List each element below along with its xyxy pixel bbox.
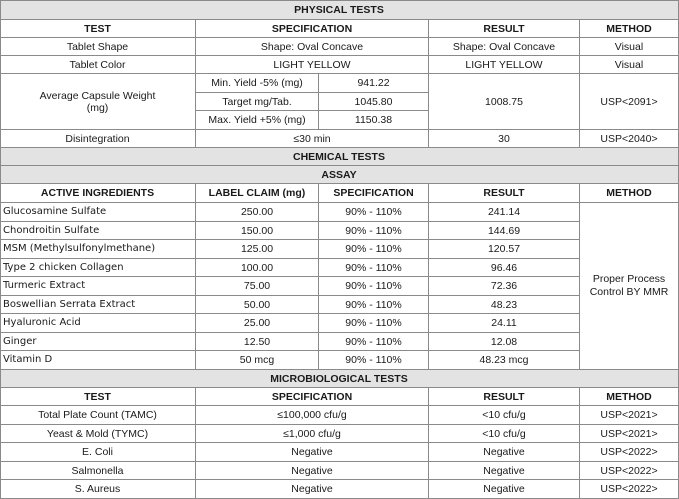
ingredient-spec: 90% - 110% — [319, 203, 429, 222]
ingredient-spec: 90% - 110% — [319, 333, 429, 351]
ingredient-result: 96.46 — [429, 259, 580, 277]
chemical-header-specification: SPECIFICATION — [319, 184, 429, 203]
physical-header-test: TEST — [0, 20, 196, 38]
micro-spec: Negative — [196, 462, 429, 480]
micro-test: S. Aureus — [0, 480, 196, 499]
ingredient-spec: 90% - 110% — [319, 259, 429, 277]
ingredient-result: 48.23 — [429, 296, 580, 314]
ingredient-result: 24.11 — [429, 314, 580, 333]
capsule-weight-test: Average Capsule Weight (mg) — [0, 74, 196, 130]
tablet-shape-test: Tablet Shape — [0, 38, 196, 56]
ingredient-claim: 125.00 — [196, 240, 319, 259]
capsule-weight-result: 1008.75 — [429, 74, 580, 130]
min-yield-label: Min. Yield -5% (mg) — [196, 74, 319, 93]
ingredient-spec: 90% - 110% — [319, 351, 429, 370]
physical-header-result: RESULT — [429, 20, 580, 38]
micro-result: Negative — [429, 443, 580, 462]
micro-method: USP<2022> — [580, 443, 679, 462]
tablet-color-result: LIGHT YELLOW — [429, 56, 580, 74]
ingredient-spec: 90% - 110% — [319, 240, 429, 259]
micro-result: <10 cfu/g — [429, 406, 580, 425]
micro-method: USP<2022> — [580, 462, 679, 480]
ingredient-name: Turmeric Extract — [0, 277, 196, 296]
chemical-tests-title: CHEMICAL TESTS — [0, 148, 679, 166]
tablet-color-method: Visual — [580, 56, 679, 74]
micro-header-specification: SPECIFICATION — [196, 388, 429, 406]
chemical-header-claim: LABEL CLAIM (mg) — [196, 184, 319, 203]
ingredient-result: 241.14 — [429, 203, 580, 222]
ingredient-spec: 90% - 110% — [319, 296, 429, 314]
capsule-weight-method: USP<2091> — [580, 74, 679, 130]
disintegration-method: USP<2040> — [580, 130, 679, 148]
ingredient-claim: 150.00 — [196, 222, 319, 240]
micro-result: <10 cfu/g — [429, 425, 580, 443]
assay-title: ASSAY — [0, 166, 679, 184]
ingredient-claim: 50.00 — [196, 296, 319, 314]
micro-header-test: TEST — [0, 388, 196, 406]
ingredient-name: Boswellian Serrata Extract — [0, 296, 196, 314]
micro-spec: Negative — [196, 480, 429, 499]
ingredient-name: Vitamin D — [0, 351, 196, 370]
ingredient-claim: 50 mcg — [196, 351, 319, 370]
micro-test: Total Plate Count (TAMC) — [0, 406, 196, 425]
micro-test: E. Coli — [0, 443, 196, 462]
ingredient-claim: 12.50 — [196, 333, 319, 351]
tablet-color-spec: LIGHT YELLOW — [196, 56, 429, 74]
ingredient-spec: 90% - 110% — [319, 222, 429, 240]
ingredient-name: MSM (Methylsulfonylmethane) — [0, 240, 196, 259]
ingredient-result: 72.36 — [429, 277, 580, 296]
ingredient-result: 144.69 — [429, 222, 580, 240]
max-yield-value: 1150.38 — [319, 111, 429, 130]
ingredient-name: Type 2 chicken Collagen — [0, 259, 196, 277]
chemical-header-method: METHOD — [580, 184, 679, 203]
micro-result: Negative — [429, 462, 580, 480]
ingredient-result: 12.08 — [429, 333, 580, 351]
micro-result: Negative — [429, 480, 580, 499]
tablet-color-test: Tablet Color — [0, 56, 196, 74]
micro-method: USP<2022> — [580, 480, 679, 499]
chemical-header-ingredient: ACTIVE INGREDIENTS — [0, 184, 196, 203]
ingredient-name: Hyaluronic Acid — [0, 314, 196, 333]
micro-header-result: RESULT — [429, 388, 580, 406]
ingredient-claim: 25.00 — [196, 314, 319, 333]
ingredient-claim: 75.00 — [196, 277, 319, 296]
micro-spec: ≤1,000 cfu/g — [196, 425, 429, 443]
disintegration-result: 30 — [429, 130, 580, 148]
micro-spec: Negative — [196, 443, 429, 462]
micro-method: USP<2021> — [580, 406, 679, 425]
physical-tests-title: PHYSICAL TESTS — [0, 0, 679, 20]
target-label: Target mg/Tab. — [196, 93, 319, 111]
tablet-shape-method: Visual — [580, 38, 679, 56]
ingredient-name: Chondroitin Sulfate — [0, 222, 196, 240]
ingredient-name: Glucosamine Sulfate — [0, 203, 196, 222]
micro-header-method: METHOD — [580, 388, 679, 406]
micro-spec: ≤100,000 cfu/g — [196, 406, 429, 425]
micro-method: USP<2021> — [580, 425, 679, 443]
physical-header-method: METHOD — [580, 20, 679, 38]
min-yield-value: 941.22 — [319, 74, 429, 93]
tablet-shape-spec: Shape: Oval Concave — [196, 38, 429, 56]
micro-test: Yeast & Mold (TYMC) — [0, 425, 196, 443]
ingredient-claim: 100.00 — [196, 259, 319, 277]
micro-test: Salmonella — [0, 462, 196, 480]
ingredient-result: 48.23 mcg — [429, 351, 580, 370]
chemical-header-result: RESULT — [429, 184, 580, 203]
ingredient-result: 120.57 — [429, 240, 580, 259]
max-yield-label: Max. Yield +5% (mg) — [196, 111, 319, 130]
ingredient-claim: 250.00 — [196, 203, 319, 222]
chemical-method: Proper Process Control BY MMR — [580, 203, 679, 370]
target-value: 1045.80 — [319, 93, 429, 111]
physical-header-specification: SPECIFICATION — [196, 20, 429, 38]
ingredient-spec: 90% - 110% — [319, 314, 429, 333]
micro-tests-title: MICROBIOLOGICAL TESTS — [0, 370, 679, 388]
ingredient-name: Ginger — [0, 333, 196, 351]
tablet-shape-result: Shape: Oval Concave — [429, 38, 580, 56]
disintegration-spec: ≤30 min — [196, 130, 429, 148]
ingredient-spec: 90% - 110% — [319, 277, 429, 296]
disintegration-test: Disintegration — [0, 130, 196, 148]
